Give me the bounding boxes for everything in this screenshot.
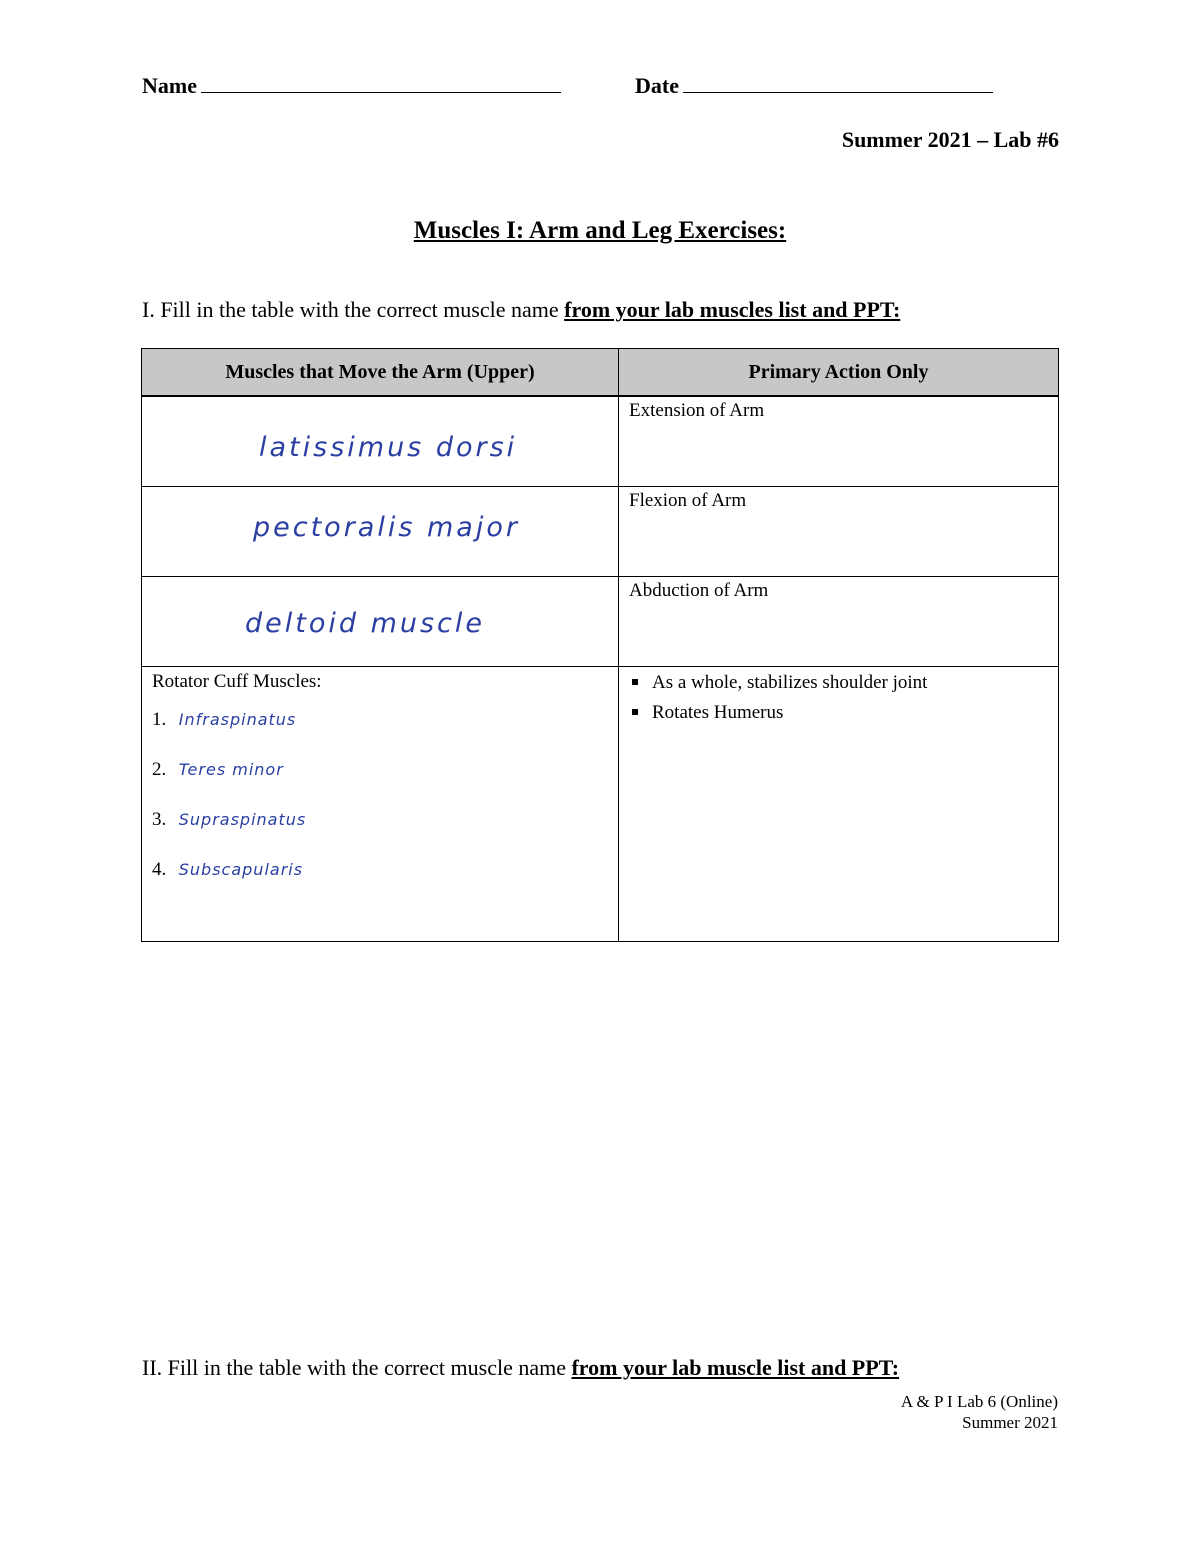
action-bullet-list xyxy=(620,668,1057,732)
list-item xyxy=(630,702,1047,732)
section-2-instruction-emphasis: from your lab muscle list and PPT: xyxy=(571,1355,900,1380)
bullet-text: Rotates Humerus xyxy=(652,702,784,723)
bullet-square-icon xyxy=(632,709,638,715)
arm-muscles-table xyxy=(141,348,1059,942)
item-number: 3. xyxy=(152,809,167,830)
action-cell: Extension of Arm xyxy=(619,396,1059,487)
handwritten-answer: Supraspinatus xyxy=(178,810,307,829)
date-label: Date xyxy=(635,73,679,98)
name-blank-line xyxy=(201,72,561,93)
column-header-muscles: Muscles that Move the Arm (Upper) xyxy=(142,349,619,397)
section-1-instruction-text: I. Fill in the table with the correct muscle name xyxy=(142,297,565,322)
item-number: 2. xyxy=(152,759,167,780)
handwritten-answer: pectoralis major xyxy=(253,512,520,543)
section-2-instruction-text: II. Fill in the table with the correct muscle name xyxy=(142,1355,572,1380)
section-1-instruction xyxy=(142,297,900,323)
page-title: Muscles I: Arm and Leg Exercises: xyxy=(413,217,787,244)
rotator-cuff-row xyxy=(142,667,1059,942)
action-cell: Abduction of Arm xyxy=(619,577,1059,667)
muscle-cell xyxy=(142,487,619,577)
handwritten-answer: Subscapularis xyxy=(178,860,304,879)
bullet-text: As a whole, stabilizes shoulder joint xyxy=(652,672,928,693)
rotator-cuff-actions-cell xyxy=(619,667,1059,942)
list-item xyxy=(630,672,1047,702)
table-row xyxy=(142,577,1059,667)
section-2-instruction xyxy=(142,1355,899,1381)
table-row xyxy=(142,396,1059,487)
list-item xyxy=(152,859,608,909)
table-header-row xyxy=(142,349,1059,397)
item-number: 4. xyxy=(152,859,167,880)
term-label: Summer 2021 – Lab #6 xyxy=(841,127,1059,152)
name-field xyxy=(142,72,561,99)
rotator-cuff-cell xyxy=(142,667,619,942)
list-item xyxy=(152,759,608,809)
handwritten-answer: Teres minor xyxy=(178,760,284,779)
column-header-action: Primary Action Only xyxy=(619,349,1059,397)
section-1-instruction-emphasis: from your lab muscles list and PPT: xyxy=(564,297,901,322)
muscle-cell xyxy=(142,396,619,487)
date-blank-line xyxy=(683,72,993,93)
date-field xyxy=(635,72,993,99)
list-item xyxy=(152,709,608,759)
muscle-cell xyxy=(142,577,619,667)
action-cell: Flexion of Arm xyxy=(619,487,1059,577)
bullet-square-icon xyxy=(632,679,638,685)
name-label: Name xyxy=(142,73,197,98)
footer-line-2: Summer 2021 xyxy=(962,1413,1058,1432)
handwritten-answer: deltoid muscle xyxy=(245,608,486,639)
table-row xyxy=(142,487,1059,577)
page-footer xyxy=(901,1391,1058,1433)
rotator-cuff-title: Rotator Cuff Muscles: xyxy=(152,671,322,692)
handwritten-answer: Infraspinatus xyxy=(178,710,297,729)
list-item xyxy=(152,809,608,859)
handwritten-answer: latissimus dorsi xyxy=(259,432,518,463)
item-number: 1. xyxy=(152,709,167,730)
footer-line-1: A & P I Lab 6 (Online) xyxy=(900,1392,1058,1411)
